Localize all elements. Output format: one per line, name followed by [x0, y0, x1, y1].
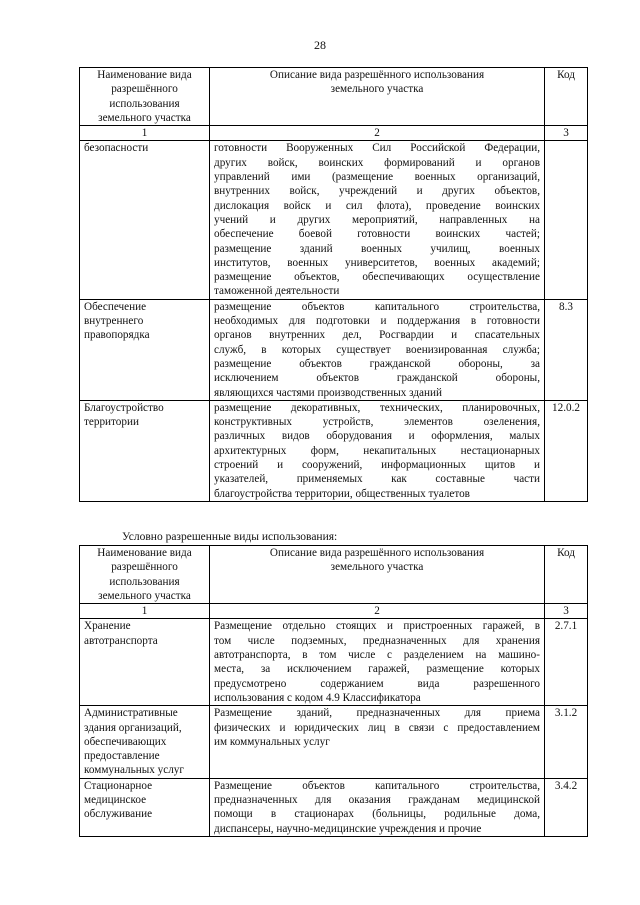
description-line: других войск, воинских формирований и органов — [214, 156, 540, 169]
column-number: 1 — [80, 604, 210, 619]
description-line: готовности Вооруженных Сил Российской Федерации, — [214, 142, 540, 155]
header-line: земельного участка — [330, 561, 424, 574]
land-use-code: 3.1.2 — [545, 706, 588, 778]
land-use-name-line: Стационарное — [84, 779, 153, 792]
description-line: использования с кодом 4.9 Классификатора — [214, 691, 421, 704]
land-use-table-conditional — [79, 545, 588, 837]
description-line: помощи в стационарах (больницы, родильные дома, — [214, 808, 540, 821]
description-line: архитектурных форм, некапитальных нестационарных — [214, 444, 540, 457]
land-use-name-line: коммунальных услуг — [84, 764, 184, 777]
section-caption: Условно разрешенные виды использования: — [122, 531, 338, 543]
description-line: им коммунальных услуг — [214, 735, 330, 748]
land-use-description — [210, 141, 545, 299]
description-line: дислокация войск и сил флота), проведение воинских — [214, 199, 540, 212]
land-use-code: 3.4.2 — [545, 778, 588, 836]
table-row — [80, 778, 588, 836]
description-line: органов внутренних дел, Росгвардии и спасательных — [214, 329, 540, 342]
land-use-description — [210, 778, 545, 836]
land-use-code: 8.3 — [545, 299, 588, 400]
description-line: Размещение отдельно стоящих и пристроенных гаражей, в — [214, 620, 540, 633]
header-line: земельного участка — [330, 83, 424, 96]
header-name — [80, 546, 210, 604]
table-row — [80, 619, 588, 706]
land-use-name-line: правопорядка — [84, 329, 150, 342]
header-line: Наименование вида — [97, 69, 192, 81]
description-line: размещение объектов гражданской обороны, за — [214, 357, 540, 370]
land-use-description — [210, 706, 545, 778]
land-use-name-line: Благоустройство — [84, 401, 164, 414]
header-line: земельного участка — [98, 111, 191, 124]
description-line: конструктивных устройств, элементов озеленения, — [214, 416, 540, 429]
land-use-name — [80, 706, 210, 778]
land-use-name-line: автотранспорта — [84, 634, 158, 647]
column-number-row — [80, 604, 588, 619]
table-row — [80, 400, 588, 501]
description-line: диспансеры, научно-медицинские учреждения и прочие — [214, 822, 482, 835]
description-line: том числе подземных, предназначенных для хранения — [214, 634, 540, 647]
land-use-name-line: Хранение — [84, 620, 131, 633]
column-number: 2 — [210, 126, 545, 141]
header-code: Код — [545, 68, 588, 126]
header-line: использования — [109, 575, 180, 588]
header-description — [210, 68, 545, 126]
header-line: Наименование вида — [97, 547, 192, 559]
land-use-name-line: обеспечивающих — [84, 735, 167, 748]
description-line: места, за исключением гаражей, размещение которых — [214, 663, 540, 676]
header-line: использования — [109, 97, 180, 110]
description-line: автотранспорта, в том числе с разделением на машино- — [214, 649, 540, 662]
description-line: таможенной деятельности — [214, 285, 340, 298]
header-line: Описание вида разрешённого использования — [269, 69, 485, 81]
land-use-code: 12.0.2 — [545, 400, 588, 501]
land-use-name-line: Обеспечение — [84, 300, 147, 313]
header-description — [210, 546, 545, 604]
land-use-description — [210, 299, 545, 400]
description-line: исключением объектов гражданской обороны, — [214, 372, 540, 385]
description-line: размещение декоративных, технических, планировочных, — [214, 401, 540, 414]
header-line: разрешённого — [111, 561, 178, 574]
description-line: внутренних войск, учреждений и других объектов, — [214, 185, 540, 198]
column-number-row — [80, 126, 588, 141]
table-row — [80, 141, 588, 299]
land-use-name — [80, 400, 210, 501]
land-use-name — [80, 141, 210, 299]
description-line: различных видов оборудования и оформления, малых — [214, 430, 540, 443]
description-line: институтов, военных университетов, военных академий; — [214, 256, 540, 269]
description-line: учений и других мероприятий, направленных на — [214, 213, 540, 226]
header-line: разрешённого — [111, 83, 178, 96]
description-line: служб, в которых существует военизированная служба; — [214, 343, 540, 356]
description-line: необходимых для подготовки и поддержания в готовности — [214, 315, 540, 328]
description-line: размещение объектов капитального строительства, — [214, 300, 540, 313]
description-line: размещение объектов, обеспечивающих осуществление — [214, 271, 540, 284]
description-line: Размещение объектов капитального строительства, — [214, 779, 540, 792]
column-number: 2 — [210, 604, 545, 619]
header-line: земельного участка — [98, 589, 191, 602]
description-line: благоустройства территории, общественных туалетов — [214, 487, 470, 500]
land-use-name — [80, 299, 210, 400]
description-line: размещение зданий военных училищ, военных — [214, 242, 540, 255]
description-line: предусмотрено содержанием вида разрешенного — [214, 677, 540, 690]
description-line: управлений ими (размещение военных организаций, — [214, 171, 540, 184]
description-line: физических и юридических лиц в связи с предоставлением — [214, 721, 540, 734]
land-use-code: 2.7.1 — [545, 619, 588, 706]
land-use-code — [545, 141, 588, 299]
description-line: обеспечение боевой готовности воинских частей; — [214, 228, 540, 241]
column-number: 1 — [80, 126, 210, 141]
page-number: 28 — [314, 38, 326, 52]
header-name — [80, 68, 210, 126]
header-line: Описание вида разрешённого использования — [269, 547, 485, 559]
column-number: 3 — [545, 126, 588, 141]
land-use-name-line: обслуживание — [84, 808, 153, 821]
description-line: Размещение зданий, предназначенных для приема — [214, 707, 540, 720]
land-use-description — [210, 619, 545, 706]
land-use-name-line: Административные — [84, 707, 178, 720]
land-use-name-line: медицинское — [84, 794, 147, 807]
header-code: Код — [545, 546, 588, 604]
land-use-name-line: предоставление — [84, 750, 160, 763]
description-line: указателей, применяемых как составные части — [214, 473, 540, 486]
land-use-name-line: внутреннего — [84, 315, 144, 328]
description-line: предназначенных для оказания гражданам медицинской — [214, 794, 540, 807]
land-use-description — [210, 400, 545, 501]
land-use-name-line: безопасности — [84, 142, 149, 155]
land-use-name — [80, 778, 210, 836]
table-header-row — [80, 68, 588, 126]
land-use-name — [80, 619, 210, 706]
land-use-table-main — [79, 67, 588, 502]
land-use-name-line: здания организаций, — [84, 721, 182, 734]
table-row — [80, 299, 588, 400]
column-number: 3 — [545, 604, 588, 619]
description-line: строений и сооружений, информационных щитов и — [214, 459, 540, 472]
description-line: являющихся частями производственных зданий — [214, 386, 442, 399]
table-row — [80, 706, 588, 778]
land-use-name-line: территории — [84, 416, 139, 429]
table-header-row — [80, 546, 588, 604]
